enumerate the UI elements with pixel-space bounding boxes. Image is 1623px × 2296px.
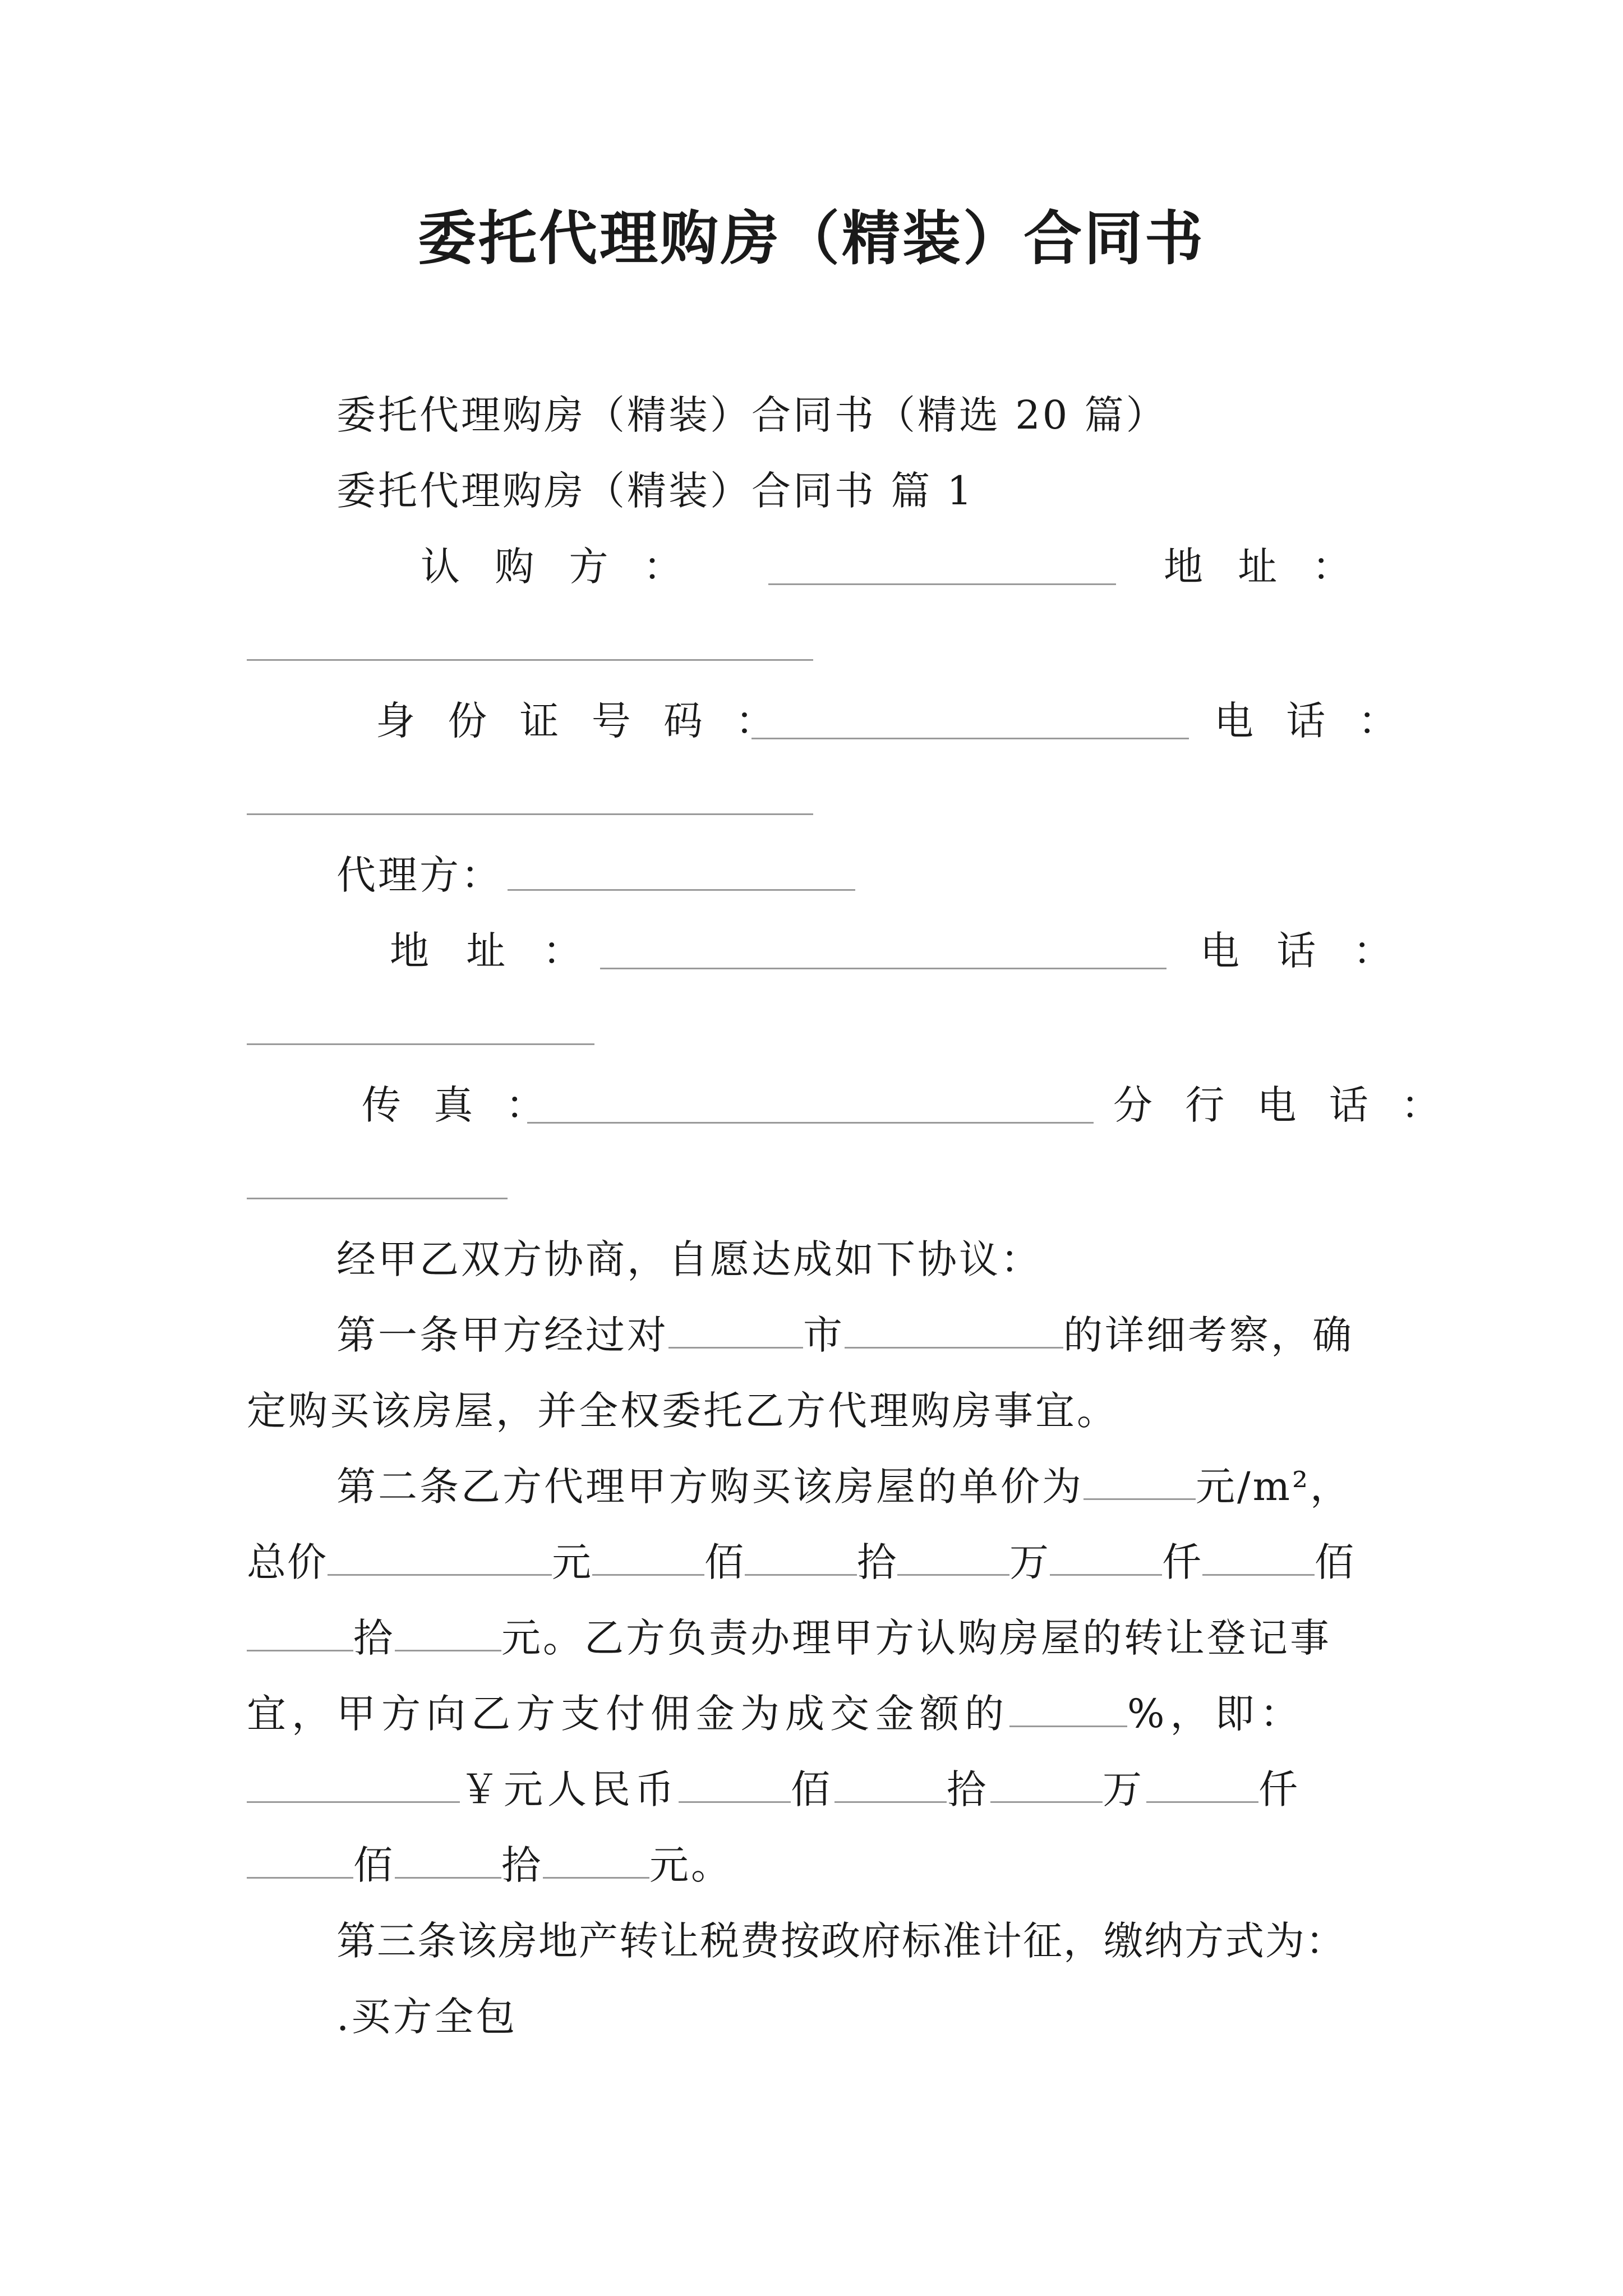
rmb-ten-field-2[interactable] [395,1843,501,1879]
commission-amount-field[interactable] [247,1768,460,1803]
agent-branch-phone-label: 分 行 电 话 ： [1113,1082,1451,1128]
ten-field[interactable] [745,1540,857,1576]
rmb-ten-thousand-field[interactable] [990,1768,1103,1803]
agent-phone-label: 电 话 ： [1200,928,1405,974]
buyer-phone-field[interactable] [247,813,813,815]
article1-line2: 定购买该房屋，并全权委托乙方代理购房事宜。 [247,1388,1118,1434]
article2-line5 [247,1761,1302,1818]
article3-option: .买方全包 [336,1994,518,2040]
agent-phone-field[interactable] [247,1043,594,1045]
thousand-field[interactable] [1050,1540,1162,1576]
article2-line4 [247,1686,1305,1742]
buyer-id-field[interactable] [751,738,1189,739]
agent-branch-phone-field[interactable] [247,1198,508,1199]
subtitle: 委托代理购房（精装）合同书（精选 20 篇） [336,392,1168,438]
article1-city-field[interactable] [668,1313,803,1349]
ten-thousand-field[interactable] [897,1540,1009,1576]
article2-line6 [247,1837,732,1893]
bai-unit-3: 佰 [791,1766,834,1812]
article2-unit-price-text: 第二条乙方代理甲方购买该房屋的单价为 [336,1464,1083,1510]
rmb-text: ￥元人民币 [460,1766,679,1812]
rmb-ten-field[interactable] [834,1768,947,1803]
buyer-address-label: 地 址 ： [1164,544,1363,590]
article1-text-a: 第一条甲方经过对 [336,1312,668,1358]
shi-unit-4: 拾 [501,1842,543,1888]
shi-unit: 拾 [857,1539,897,1585]
document-title: 委托代理购房（精装）合同书 [417,204,1205,273]
article2-unit-text: 元/m²， [1196,1464,1352,1510]
total-price-label: 总价 [247,1539,328,1585]
shi-unit-2: 拾 [353,1615,395,1661]
yuan-field[interactable] [395,1616,501,1651]
buyer-id-label: 身 份 证 号 码 ： [376,698,785,744]
agent-name-field[interactable] [508,889,855,891]
buyer-phone-label: 电 话 ： [1214,698,1408,744]
rmb-hundred-field[interactable] [679,1768,791,1803]
buyer-address-field[interactable] [247,659,813,661]
shi-unit-3: 拾 [947,1766,990,1812]
wan-unit-2: 万 [1103,1766,1146,1812]
rmb-yuan-field[interactable] [543,1843,649,1879]
article2-line3 [247,1610,1331,1666]
buyer-name-label: 认 购 方 ： [421,544,694,590]
bai-unit-2: 佰 [1315,1539,1355,1585]
buyer-name-field[interactable] [768,583,1116,585]
qian-unit-2: 仟 [1258,1766,1302,1812]
commission-rate-field[interactable] [1009,1692,1127,1727]
agent-fax-field[interactable] [527,1122,1094,1124]
qian-unit: 仟 [1162,1539,1202,1585]
total-price-field[interactable] [328,1540,552,1576]
hundred-field-2[interactable] [1202,1540,1315,1576]
article2-line2 [247,1534,1355,1590]
bai-unit-4: 佰 [353,1842,395,1888]
rmb-thousand-field[interactable] [1146,1768,1258,1803]
bai-unit: 佰 [704,1539,745,1585]
article1-text-c: 的详细考察，确 [1063,1312,1354,1358]
article1-property-field[interactable] [845,1313,1063,1349]
yuan-unit: 元 [552,1539,592,1585]
hundred-field[interactable] [592,1540,704,1576]
unit-price-field[interactable] [1083,1465,1196,1500]
article2-percent-text: %，即： [1127,1691,1305,1737]
agent-name-label: 代理方： [336,852,502,898]
rmb-hundred-field-2[interactable] [247,1843,353,1879]
agent-fax-label: 传 真 ： [362,1082,555,1128]
article2-commission-text: 宜，甲方向乙方支付佣金为成交金额的 [247,1691,1009,1737]
article2-registration-text: 元。乙方负责办理甲方认购房屋的转让登记事 [501,1615,1331,1661]
article2-line1 [336,1458,1352,1515]
agreement-intro: 经甲乙双方协商，自愿达成如下协议： [336,1236,1042,1282]
article1-line1 [336,1307,1354,1363]
ten-field-2[interactable] [247,1616,353,1651]
yuan-end-text: 元。 [649,1842,732,1888]
article3-text: 第三条该房地产转让税费按政府标准计征，缴纳方式为： [336,1918,1346,1964]
section-heading: 委托代理购房（精装）合同书 篇 1 [336,468,975,514]
agent-address-field[interactable] [600,968,1166,969]
article1-text-b: 市 [803,1312,845,1358]
agent-address-label: 地 址 ： [390,928,594,974]
wan-unit: 万 [1009,1539,1050,1585]
